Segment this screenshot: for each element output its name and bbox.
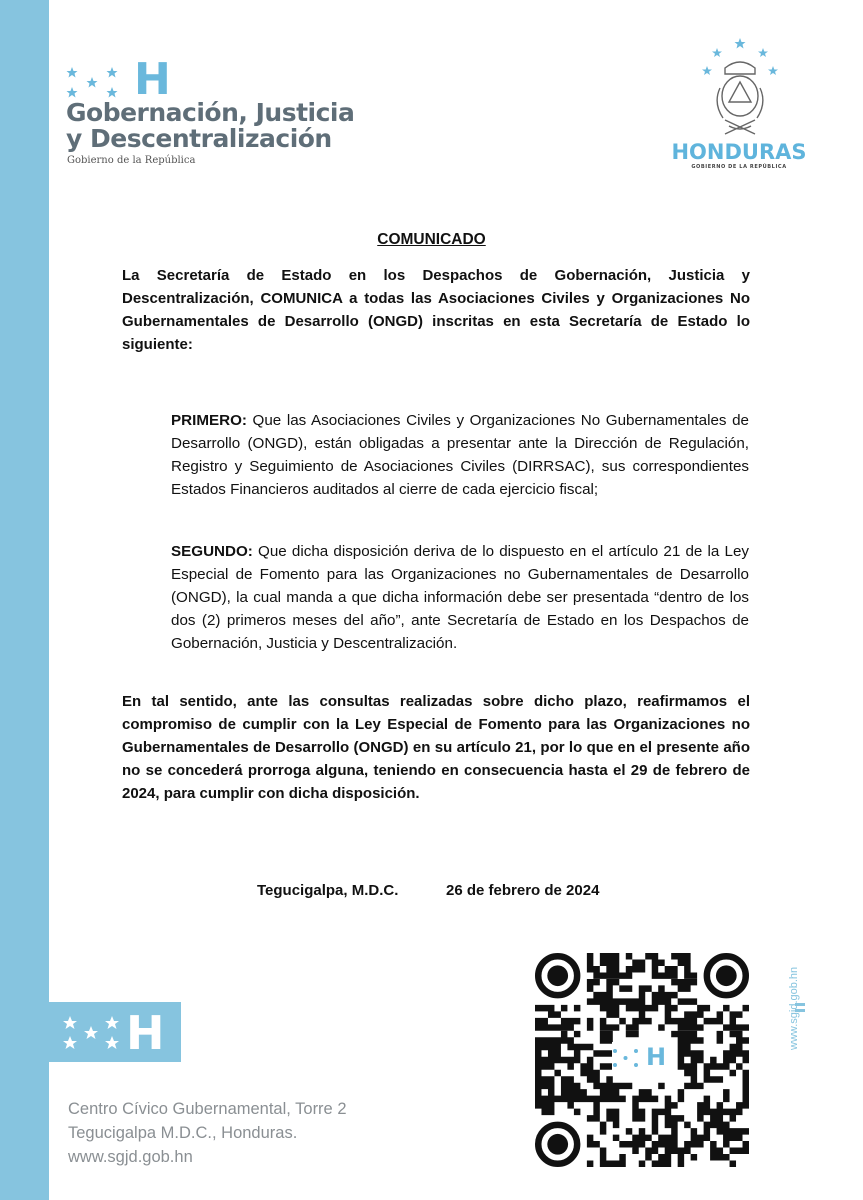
closing-paragraph: En tal sentido, ante las consultas realizadas sobre dicho plazo, reafirmamos el compromiso de cumplir con la Ley Especial de Fomento para las Organizaciones no Gubernamentales de Desarrollo (ONGD) en su artículo 21, por lo que en el presente año no se concederá prorroga alguna, teniendo en consecuencia hasta el 29 de febrero de 2024, para cumplir con dicha disposición.: [122, 693, 750, 802]
item-label: SEGUNDO:: [171, 543, 253, 560]
footer-address-line2: Tegucigalpa M.D.C., Honduras.: [68, 1124, 298, 1142]
signing-date: 26 de febrero de 2024: [446, 882, 600, 899]
qr-finder-pattern: [707, 956, 746, 995]
item-text: Que dicha disposición deriva de lo dispuesto en el artículo 21 de la Ley Especial de Fomento para las Organizaciones no Gubernamentales de Desarrollo (ONGD), la cual manda a que dicha información debe ser presentada “dentro de los dos (2) primeros meses del año”, ante Secretaría de Estado en los Despachos de Gobernación, Justicia y Descentralización.: [171, 543, 749, 652]
footer-website-link[interactable]: www.sgjd.gob.hn: [68, 1148, 193, 1166]
item-text: Que las Asociaciones Civiles y Organizaciones No Gubernamentales de Desarrollo (ONGD), están obligadas a presentar ante la Dirección de Regulación, Registro y Seguimiento de Asociaciones Civiles (DIRRSAC), sus correspondientes Estados Financieros auditados al cierre de cada ejercicio fiscal;: [171, 412, 749, 498]
country-subtitle: GOBIERNO DE LA REPÚBLICA: [691, 164, 787, 170]
ministry-name-line1: Gobernación, Justicia: [66, 98, 355, 127]
footer-address-line1: Centro Cívico Gubernamental, Torre 2: [68, 1100, 347, 1118]
document-title: COMUNICADO: [377, 231, 486, 248]
qr-center-logo: [612, 1042, 674, 1072]
coat-of-arms-icon: [695, 38, 785, 138]
vertical-website[interactable]: www.sgjd.gob.hn: [788, 966, 800, 1050]
qr-finder-pattern: [538, 1125, 577, 1164]
item-primero: [171, 409, 749, 501]
item-label: PRIMERO:: [171, 412, 247, 429]
stars-icon: [612, 1048, 640, 1068]
ministry-name-line2: y Descentralización: [66, 124, 332, 153]
qr-finder-pattern: [538, 956, 577, 995]
signing-place: Tegucigalpa, M.D.C.: [257, 882, 399, 899]
country-name: HONDURAS: [671, 140, 807, 164]
ministry-logo-letter: H: [134, 54, 171, 105]
stars-icon: [66, 66, 124, 102]
ministry-subtitle: Gobierno de la República: [67, 155, 196, 166]
qr-logo-letter: H: [646, 1043, 667, 1071]
intro-paragraph: La Secretaría de Estado en los Despachos de Gobernación, Justicia y Descentralización, COMUNICA a todas las Asociaciones Civiles y Organizaciones No Gubernamentales de Desarrollo (ONGD) inscritas en esta Secretaría de Estado lo siguiente:: [122, 267, 750, 353]
footer-logo-letter: H: [126, 1006, 165, 1060]
stars-icon: [62, 1014, 122, 1052]
item-segundo: [171, 540, 749, 655]
